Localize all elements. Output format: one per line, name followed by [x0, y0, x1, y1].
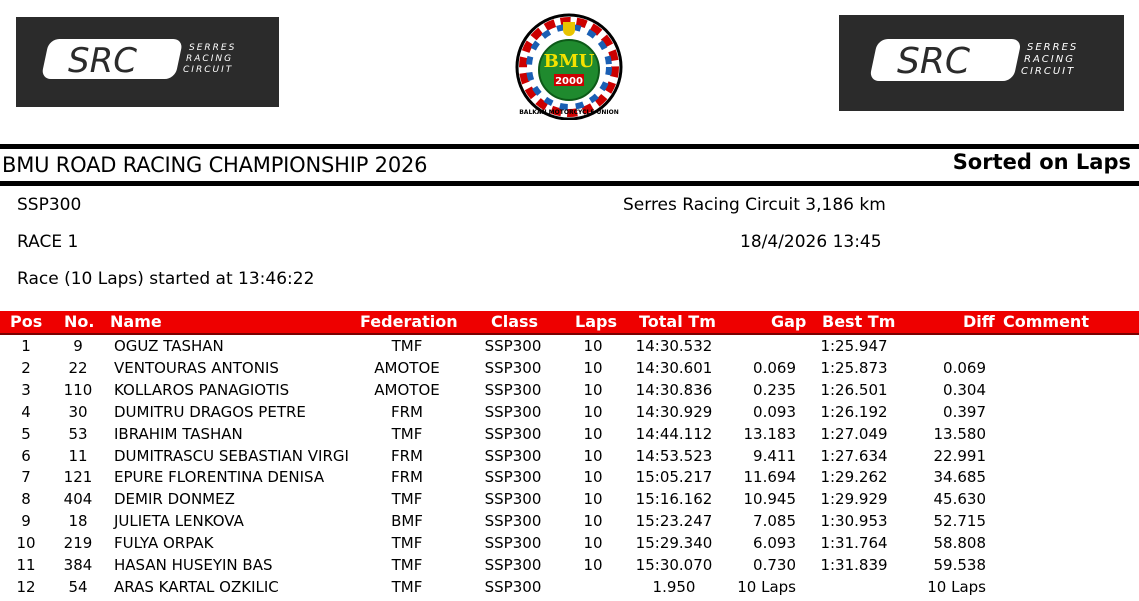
- cell-number: 54: [68, 577, 88, 596]
- cell-federation: AMOTOE: [374, 358, 440, 377]
- cell-diff: 22.991: [933, 446, 986, 465]
- cell-number: 11: [68, 446, 88, 465]
- cell-pos: 11: [16, 556, 36, 574]
- cell-best-time: 1:30.953: [820, 512, 888, 531]
- cell-laps: 10: [583, 512, 603, 531]
- cell-pos: 6: [21, 446, 31, 465]
- cell-class: SSP300: [484, 446, 542, 465]
- cell-number: 9: [73, 337, 83, 355]
- cell-class: SSP300: [484, 577, 542, 596]
- svg-text:SERRES: SERRES: [189, 43, 237, 53]
- cell-federation: TMF: [391, 534, 423, 553]
- table-row: [0, 554, 1139, 576]
- cell-total-time: 15:29.340: [635, 534, 713, 553]
- cell-federation: TMF: [391, 577, 423, 596]
- svg-text:RACING: RACING: [1024, 54, 1075, 65]
- cell-laps: 10: [583, 490, 603, 509]
- cell-federation: BMF: [391, 512, 423, 531]
- cell-laps: 10: [583, 380, 603, 399]
- svg-text:BALKAN MOTORCYCLE UNION: BALKAN MOTORCYCLE UNION: [519, 109, 619, 116]
- table-row: [0, 532, 1139, 554]
- cell-diff: 52.715: [933, 512, 986, 531]
- cell-number: 22: [68, 358, 88, 377]
- cell-pos: 2: [21, 358, 31, 377]
- svg-text:CIRCUIT: CIRCUIT: [183, 65, 234, 75]
- cell-total-time: 14:30.929: [635, 402, 713, 421]
- cell-pos: 3: [21, 380, 31, 399]
- src-logo-left: [16, 17, 279, 107]
- cell-pos: 12: [16, 577, 36, 596]
- svg-text:CIRCUIT: CIRCUIT: [1021, 66, 1076, 77]
- page-title: BMU ROAD RACING CHAMPIONSHIP 2026: [2, 153, 428, 177]
- col-pos: Pos: [10, 312, 43, 331]
- cell-class: SSP300: [484, 358, 542, 377]
- col-class: Class: [491, 312, 539, 331]
- cell-diff: 45.630: [933, 490, 986, 509]
- col-total-time: Total Tm: [639, 312, 716, 331]
- table-row: [0, 379, 1139, 401]
- cell-total-time: 15:16.162: [635, 490, 713, 509]
- cell-pos: 10: [16, 534, 36, 553]
- cell-total-time: 14:30.836: [635, 380, 713, 399]
- cell-name: DUMITRU DRAGOS PETRE: [114, 402, 306, 421]
- cell-number: 30: [68, 402, 88, 421]
- table-row: [0, 576, 1139, 598]
- cell-laps: 10: [583, 402, 603, 421]
- cell-number: 18: [68, 512, 88, 531]
- race-datetime: 18/4/2026 13:45: [740, 232, 882, 252]
- col-no: No.: [64, 312, 95, 331]
- cell-name: DUMITRASCU SEBASTIAN VIRGI: [114, 446, 349, 465]
- table-row: [0, 335, 1139, 357]
- col-laps: Laps: [575, 312, 617, 331]
- cell-pos: 7: [21, 468, 31, 487]
- cell-best-time: 1:31.764: [820, 534, 888, 553]
- src-logo-text: SRC: [68, 41, 137, 81]
- cell-gap: 9.411: [753, 446, 796, 465]
- cell-gap: 0.093: [753, 402, 796, 421]
- cell-federation: TMF: [391, 337, 423, 355]
- table-row: [0, 488, 1139, 510]
- cell-diff: 58.808: [933, 534, 986, 553]
- cell-total-time: 14:44.112: [635, 424, 713, 443]
- cell-diff: 13.580: [933, 424, 986, 443]
- bmu-badge-logo: [509, 10, 629, 120]
- bmu-badge-text: BMU: [543, 51, 595, 72]
- table-row: [0, 510, 1139, 532]
- cell-best-time: 1:26.501: [820, 380, 888, 399]
- cell-name: FULYA ORPAK: [114, 534, 214, 553]
- cell-class: SSP300: [484, 424, 542, 443]
- cell-diff: 59.538: [933, 556, 986, 574]
- cell-name: ARAS KARTAL OZKILIC: [114, 577, 279, 596]
- cell-gap: 10 Laps: [737, 577, 796, 596]
- svg-text:SERRES: SERRES: [1027, 42, 1079, 53]
- col-best-time: Best Tm: [822, 312, 896, 331]
- cell-class: SSP300: [484, 468, 542, 487]
- cell-number: 219: [63, 534, 93, 553]
- cell-total-time: 14:30.532: [635, 337, 713, 355]
- src-logo-right: [839, 15, 1124, 111]
- cell-best-time: 1:29.929: [820, 490, 888, 509]
- cell-federation: AMOTOE: [374, 380, 440, 399]
- cell-class: SSP300: [484, 556, 542, 574]
- cell-gap: 11.694: [743, 468, 796, 487]
- cell-gap: 10.945: [743, 490, 796, 509]
- cell-name: DEMIR DONMEZ: [114, 490, 235, 509]
- cell-gap: 6.093: [753, 534, 796, 553]
- cell-laps: 10: [583, 337, 603, 355]
- cell-name: IBRAHIM TASHAN: [114, 424, 243, 443]
- table-row: [0, 423, 1139, 445]
- table-row: [0, 445, 1139, 467]
- cell-pos: 4: [21, 402, 31, 421]
- svg-text:RACING: RACING: [186, 54, 234, 64]
- table-row: [0, 466, 1139, 488]
- cell-federation: FRM: [391, 468, 423, 487]
- cell-best-time: 1:25.947: [820, 337, 888, 355]
- cell-name: EPURE FLORENTINA DENISA: [114, 468, 325, 487]
- cell-total-time: 14:53.523: [635, 446, 713, 465]
- cell-federation: TMF: [391, 424, 423, 443]
- cell-laps: 10: [583, 358, 603, 377]
- results-table-header: [0, 311, 1139, 335]
- cell-best-time: 1:29.262: [820, 468, 888, 487]
- cell-best-time: 1:27.049: [820, 424, 888, 443]
- cell-laps: 10: [583, 556, 603, 574]
- cell-gap: 0.069: [753, 358, 796, 377]
- cell-pos: 5: [21, 424, 31, 443]
- cell-best-time: 1:25.873: [820, 358, 888, 377]
- cell-laps: 10: [583, 468, 603, 487]
- cell-total-time: 15:05.217: [635, 468, 713, 487]
- cell-best-time: 1:26.192: [820, 402, 888, 421]
- cell-number: 384: [63, 556, 93, 574]
- cell-gap: 13.183: [743, 424, 796, 443]
- cell-federation: TMF: [391, 556, 423, 574]
- cell-diff: 0.304: [943, 380, 986, 399]
- cell-best-time: 1:27.634: [820, 446, 888, 465]
- col-federation: Federation: [360, 312, 458, 331]
- cell-class: SSP300: [484, 380, 542, 399]
- cell-federation: FRM: [391, 446, 423, 465]
- cell-federation: FRM: [391, 402, 423, 421]
- cell-gap: 0.235: [753, 380, 796, 399]
- cell-number: 404: [63, 490, 93, 509]
- cell-laps: 10: [583, 534, 603, 553]
- cell-gap: 0.730: [753, 556, 796, 574]
- cell-pos: 8: [21, 490, 31, 509]
- cell-class: SSP300: [484, 490, 542, 509]
- cell-name: OGUZ TASHAN: [114, 337, 224, 355]
- cell-total-time: 14:30.601: [635, 358, 713, 377]
- table-row: [0, 357, 1139, 379]
- cell-number: 121: [63, 468, 93, 487]
- src-logo-text: SRC: [897, 41, 971, 82]
- cell-gap: 7.085: [753, 512, 796, 531]
- cell-diff: 34.685: [933, 468, 986, 487]
- race-class: SSP300: [17, 195, 82, 215]
- col-diff: Diff: [963, 312, 995, 331]
- cell-federation: TMF: [391, 490, 423, 509]
- cell-number: 110: [63, 380, 93, 399]
- cell-laps: 10: [583, 446, 603, 465]
- cell-name: HASAN HUSEYIN BAS: [114, 556, 273, 574]
- col-gap: Gap: [771, 312, 807, 331]
- cell-pos: 9: [21, 512, 31, 531]
- cell-class: SSP300: [484, 512, 542, 531]
- cell-total-time: 15:30.070: [635, 556, 713, 574]
- cell-diff: 0.069: [943, 358, 986, 377]
- table-row: [0, 401, 1139, 423]
- cell-class: SSP300: [484, 337, 542, 355]
- cell-laps: 10: [583, 424, 603, 443]
- sort-label: Sorted on Laps: [952, 150, 1131, 174]
- col-name: Name: [110, 312, 162, 331]
- col-comment: Comment: [1003, 312, 1089, 331]
- cell-name: JULIETA LENKOVA: [114, 512, 244, 531]
- cell-class: SSP300: [484, 402, 542, 421]
- title-top-rule: [0, 144, 1139, 149]
- race-circuit: Serres Racing Circuit 3,186 km: [623, 195, 886, 215]
- cell-total-time: 15:23.247: [635, 512, 713, 531]
- cell-diff: 10 Laps: [927, 577, 986, 596]
- cell-diff: 0.397: [943, 402, 986, 421]
- cell-pos: 1: [21, 337, 31, 355]
- cell-name: VENTOURAS ANTONIS: [114, 358, 279, 377]
- svg-text:2000: 2000: [555, 76, 583, 87]
- cell-number: 53: [68, 424, 88, 443]
- cell-best-time: 1:31.839: [820, 556, 888, 574]
- cell-total-time: 1.950: [652, 577, 696, 596]
- cell-class: SSP300: [484, 534, 542, 553]
- race-number: RACE 1: [17, 232, 79, 252]
- cell-name: KOLLAROS PANAGIOTIS: [114, 380, 290, 399]
- title-bottom-rule: [0, 181, 1139, 186]
- race-start-info: Race (10 Laps) started at 13:46:22: [17, 269, 315, 289]
